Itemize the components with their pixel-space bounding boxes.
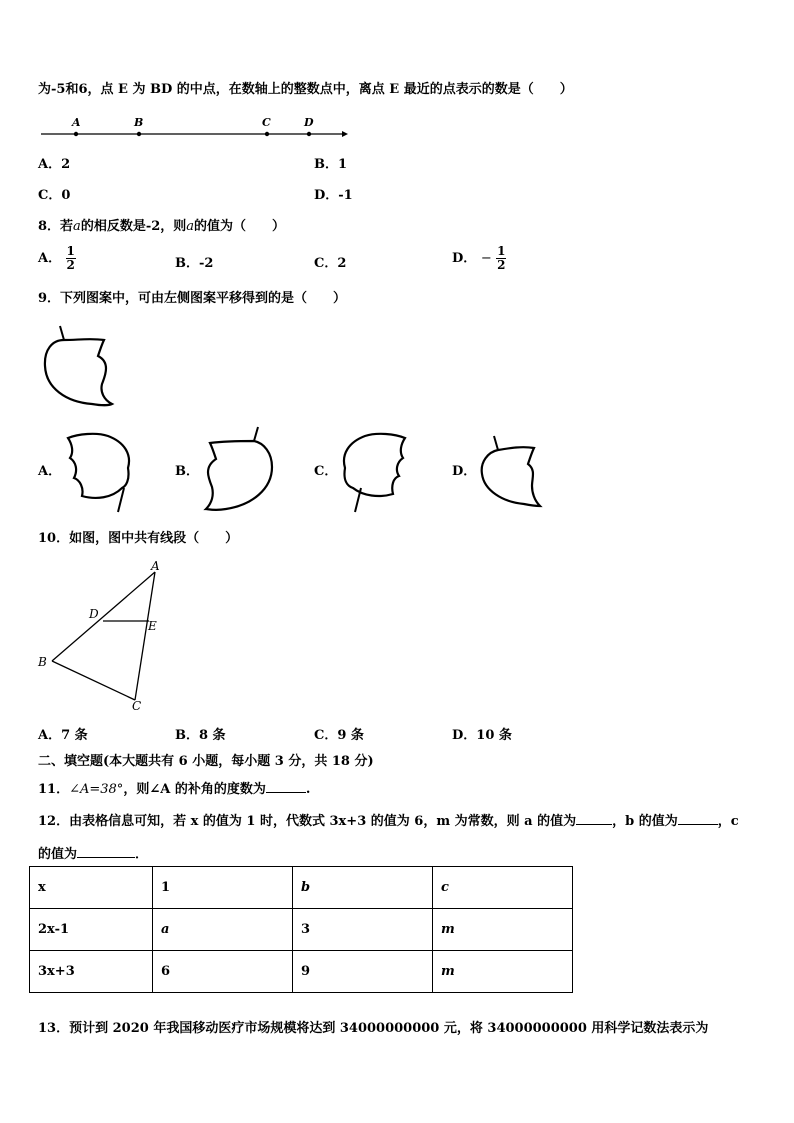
q10-option-a: A．7 条 (38, 728, 88, 743)
leaf-option-d-figure (470, 432, 550, 512)
table-cell: 9 (293, 951, 433, 993)
q11-stem (38, 780, 310, 798)
q12-table (29, 866, 573, 993)
table-cell: m (433, 951, 573, 993)
table-cell: 2x-1 (30, 909, 153, 951)
point-b (137, 132, 141, 136)
q9-option-b: B． (175, 464, 199, 479)
table-cell: 3x+3 (30, 951, 153, 993)
q12-c-text: ，c (717, 814, 739, 829)
q8-option-c: C．2 (314, 256, 347, 271)
q11-answer-blank[interactable] (266, 780, 306, 793)
q8-option-d-den: 2 (497, 258, 506, 272)
q7-option-d: D．-1 (314, 188, 353, 203)
q8-option-d-sign: − (480, 251, 492, 266)
q7-stem: 为-5和6，点 E 为 BD 的中点，在数轴上的整数点中，离点 E 最近的点表示的数是（ ） (38, 82, 573, 97)
q8-stem (38, 219, 285, 235)
q8-stem-post: 的值为（ ） (194, 219, 286, 234)
leaf-original-figure (38, 320, 118, 410)
q12-line1-text: 12．由表格信息可知，若 x 的值为 1 时，代数式 3x+3 的值为 6，m 为常数，则 a 的值为 (38, 814, 577, 829)
leaf-option-b-figure (200, 423, 280, 518)
point-a (74, 132, 78, 136)
q8-option-a-label: A． (38, 251, 62, 266)
table-cell: 3 (293, 909, 433, 951)
q8-option-a-fraction (66, 245, 76, 272)
q9-option-c: C． (314, 464, 338, 479)
q7-option-b: B．1 (314, 157, 348, 172)
q10-stem: 10．如图，图中共有线段（ ） (38, 531, 239, 546)
q13-stem: 13．预计到 2020 年我国移动医疗市场规模将达到 34000000000 元，将 34000000000 用科学记数法表示为 (38, 1021, 709, 1036)
label-vertex-c: C (132, 699, 142, 713)
leaf-option-c-figure (335, 428, 415, 518)
table-row (30, 909, 573, 951)
point-d (307, 132, 311, 136)
label-c: C (262, 116, 271, 129)
q11-angle-expr: ∠A=38° (69, 782, 124, 797)
table-cell: m (433, 909, 573, 951)
q9-option-a: A． (38, 464, 62, 479)
table-cell: a (153, 909, 293, 951)
q7-option-c: C．0 (38, 188, 71, 203)
q8-var-a: a (73, 219, 81, 234)
point-c (265, 132, 269, 136)
q8-stem-pre: 8．若 (38, 219, 74, 234)
q8-option-b: B．-2 (175, 256, 214, 271)
q12-a-blank[interactable] (576, 812, 612, 825)
label-b: B (134, 116, 144, 129)
table-cell: x (30, 867, 153, 909)
label-d: D (304, 116, 314, 129)
q10-option-d: D．10 条 (452, 728, 512, 743)
label-vertex-b: B (38, 655, 47, 669)
q12-line2-text: 的值为 (38, 847, 78, 862)
q8-option-d-fraction (496, 245, 506, 272)
segment-ac (135, 572, 155, 700)
q8-option-a-num: 1 (66, 244, 75, 258)
q12-c-blank[interactable] (77, 845, 135, 858)
label-vertex-a: A (151, 559, 160, 573)
q12-line1 (38, 812, 739, 830)
table-cell: b (293, 867, 433, 909)
leaf-option-a-figure (60, 428, 140, 518)
q8-option-d-label: D． (452, 251, 477, 266)
table-cell: 6 (153, 951, 293, 993)
q8-option-d-num: 1 (497, 244, 506, 258)
table-cell: 1 (153, 867, 293, 909)
q9-stem: 9．下列图案中，可由左侧图案平移得到的是（ ） (38, 291, 347, 306)
label-vertex-d: D (89, 607, 99, 621)
table-row (30, 951, 573, 993)
q7-option-a: A．2 (38, 157, 71, 172)
q10-option-b: B．8 条 (175, 728, 226, 743)
q8-option-a (38, 244, 76, 274)
q12-b-blank[interactable] (678, 812, 718, 825)
table-row (30, 867, 573, 909)
segment-ab (52, 572, 155, 661)
q12-b-text: ，b 的值为 (612, 814, 678, 829)
number-line-figure (38, 114, 350, 146)
q8-stem-mid: 的相反数是-2，则 (80, 219, 187, 234)
q10-option-c: C．9 条 (314, 728, 364, 743)
q11-mid: ，则∠A 的补角的度数为 (123, 782, 266, 797)
q11-end: . (305, 782, 311, 797)
q12-end: ． (135, 847, 149, 862)
q8-var-a2: a (186, 219, 195, 234)
label-a: A (72, 116, 81, 129)
q11-num: 11． (38, 782, 70, 797)
table-cell: c (433, 867, 573, 909)
section2-title: 二、填空题(本大题共有 6 小题，每小题 3 分，共 18 分) (38, 754, 374, 769)
q12-line2 (38, 845, 148, 863)
q8-option-a-den: 2 (66, 258, 75, 272)
q8-option-d (452, 244, 506, 274)
number-line-arrow (342, 131, 348, 137)
label-vertex-e: E (148, 619, 157, 633)
segment-bc (52, 661, 135, 700)
triangle-figure (34, 558, 174, 714)
q9-option-d: D． (452, 464, 477, 479)
